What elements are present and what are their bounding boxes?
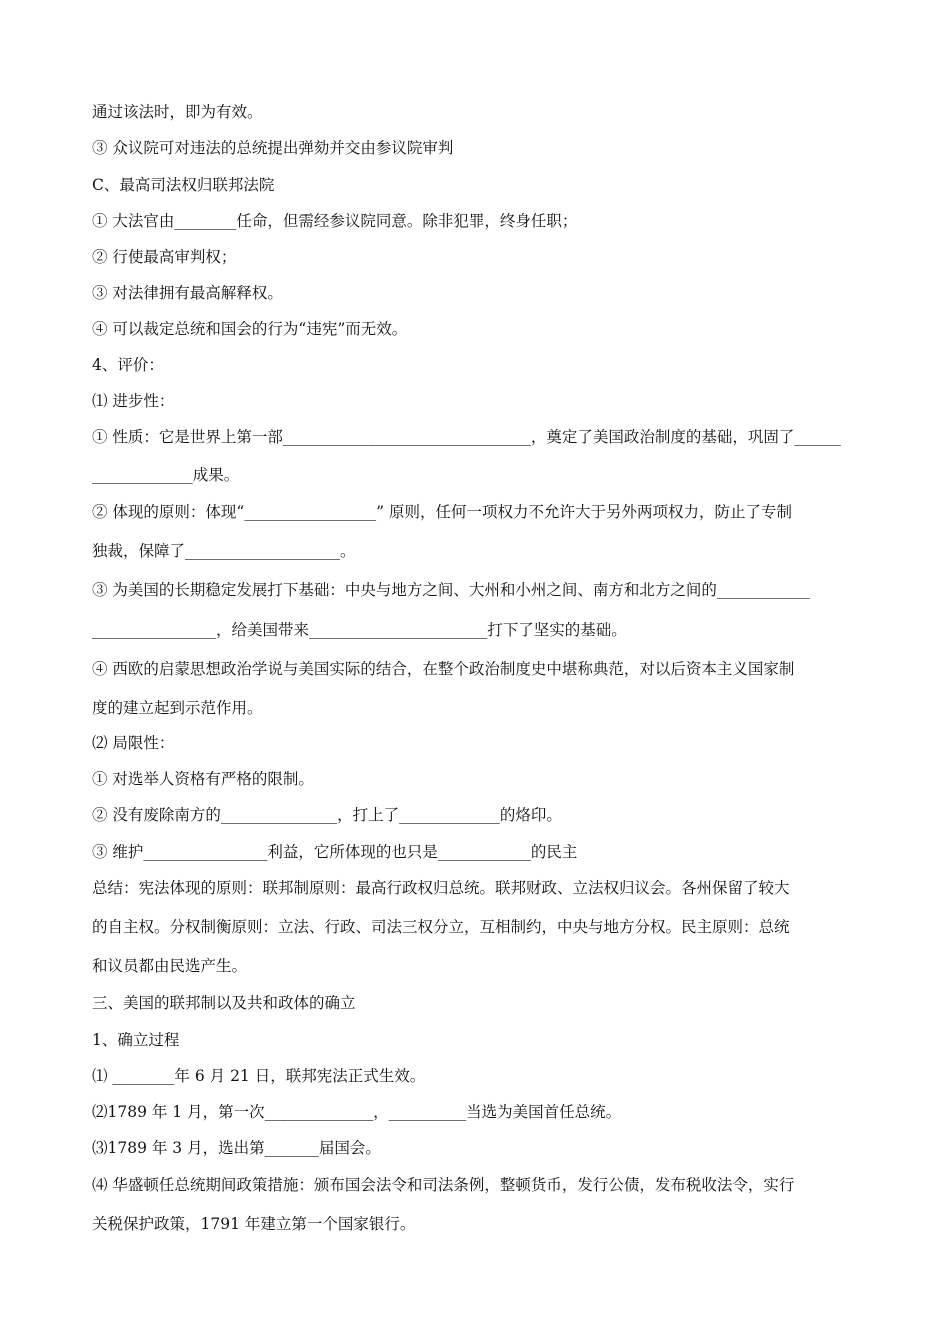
fill-blank-line: ________________，给美国带来_______________________打下了坚实的基础。 (92, 621, 627, 639)
fill-blank-line: ③ 为美国的长期稳定发展打下基础：中央与地方之间、大州和小州之间、南方和北方之间的____________ (92, 581, 810, 599)
section-heading: C、最高司法权归联邦法院 (92, 176, 275, 194)
section-heading: 三、美国的联邦制以及共和政体的确立 (92, 994, 356, 1012)
text-line: ② 行使最高审判权； (92, 248, 237, 266)
text-line: ⑷ 华盛顿任总统期间政策措施：颁布国会法令和司法条例，整顿货币，发行公债，发布税收法令，实行 (92, 1176, 795, 1194)
text-line: ③ 对法律拥有最高解释权。 (92, 284, 283, 302)
text-line: 度的建立起到示范作用。 (92, 699, 263, 717)
fill-blank-line: ① 性质：它是世界上第一部________________________________，奠定了美国政治制度的基础，巩固了______ (92, 428, 841, 446)
summary-line: 和议员都由民选产生。 (92, 957, 248, 975)
summary-line: 总结：宪法体现的原则：联邦制原则：最高行政权归总统。联邦财政、立法权归议会。各州保留了较大 (92, 879, 790, 897)
fill-blank-line: ② 体现的原则：体现“_________________” 原则，任何一项权力不允许大于另外两项权力，防止了专制 (92, 503, 792, 521)
section-heading: 1、确立过程 (92, 1031, 180, 1049)
fill-blank-line: 独裁，保障了____________________。 (92, 542, 356, 560)
summary-line: 的自主权。分权制衡原则：立法、行政、司法三权分立，互相制约，中央与地方分权。民主原则：总统 (92, 918, 790, 936)
text-line: 关税保护政策，1791 年建立第一个国家银行。 (92, 1215, 416, 1233)
text-line: ④ 西欧的启蒙思想政治学说与美国实际的结合，在整个政治制度史中堪称典范，对以后资本主义国家制 (92, 660, 795, 678)
text-line: ④ 可以裁定总统和国会的行为“违宪”而无效。 (92, 320, 408, 338)
fill-blank-line: ⑶1789 年 3 月，选出第_______届国会。 (92, 1139, 381, 1157)
text-line: ③ 众议院可对违法的总统提出弹劾并交由参议院审判 (92, 139, 454, 157)
text-line: 通过该法时，即为有效。 (92, 103, 263, 121)
subsection-heading: ⑴ 进步性： (92, 392, 175, 410)
fill-blank-line: ③ 维护________________利益，它所体现的也只是____________的民主 (92, 843, 578, 861)
section-heading: 4、评价： (92, 356, 164, 374)
subsection-heading: ⑵ 局限性： (92, 734, 175, 752)
fill-blank-line: ② 没有废除南方的_______________，打上了_____________的烙印。 (92, 806, 562, 824)
fill-blank-line: ⑴ ________年 6 月 21 日，联邦宪法正式生效。 (92, 1067, 426, 1085)
text-line: ① 对选举人资格有严格的限制。 (92, 770, 314, 788)
fill-blank-line: _____________成果。 (92, 466, 240, 484)
fill-blank-line: ⑵1789 年 1 月，第一次______________，__________当选为美国首任总统。 (92, 1103, 622, 1121)
fill-blank-line: ① 大法官由________任命，但需经参议院同意。除非犯罪，终身任职； (92, 212, 578, 230)
